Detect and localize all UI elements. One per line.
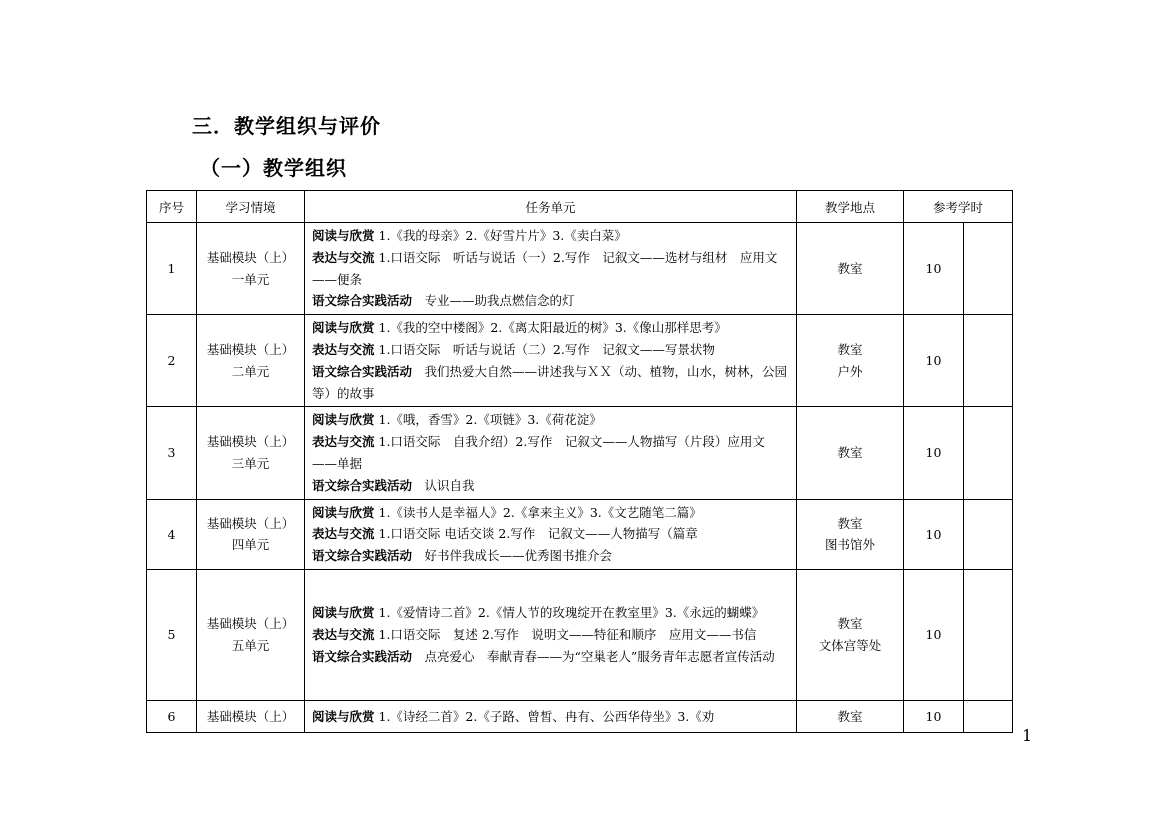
location-cell xyxy=(797,700,904,732)
table-row xyxy=(147,223,1013,315)
learning-context-line: 基础模块（上） xyxy=(206,342,295,358)
task-label: 阅读与欣赏 xyxy=(312,708,375,724)
hours-cell: 10 xyxy=(904,499,964,569)
task-line xyxy=(312,523,789,545)
task-label: 表达与交流 xyxy=(312,526,375,542)
task-line xyxy=(312,290,789,312)
location-cell xyxy=(797,407,904,499)
location-line: 教室 xyxy=(837,708,863,724)
task-label: 语文综合实践活动 xyxy=(312,648,413,664)
task-unit-cell xyxy=(305,407,797,499)
task-unit-cell xyxy=(305,700,797,732)
learning-context-cell xyxy=(197,407,305,499)
hours-cell: 10 xyxy=(904,223,964,315)
location-line: 图书馆外 xyxy=(824,537,875,553)
location-cell xyxy=(797,223,904,315)
header-context: 学习情境 xyxy=(197,191,305,223)
learning-context-line: 基础模块（上） xyxy=(206,250,295,266)
location-cell xyxy=(797,315,904,407)
task-text: 1.口语交际 听话与说话（一）2.写作 记叙文——选材与组材 应用文——便条 xyxy=(312,249,778,287)
table-row xyxy=(147,700,1013,732)
row-number-cell: 5 xyxy=(147,569,197,700)
hours-cell: 10 xyxy=(904,569,964,700)
location-cell xyxy=(797,569,904,700)
location-line: 教室 xyxy=(837,616,863,632)
task-text: 1.《我的空中楼阁》2.《离太阳最近的树》3.《像山那样思考》 xyxy=(374,320,727,336)
task-text: 1.口语交际 听话与说话（二）2.写作 记叙文——写景状物 xyxy=(374,341,715,357)
task-label: 阅读与欣赏 xyxy=(312,605,375,621)
task-line xyxy=(312,317,789,339)
row-number-cell: 2 xyxy=(147,315,197,407)
learning-context-line: 基础模块（上） xyxy=(206,616,295,632)
location-line: 教室 xyxy=(837,445,863,461)
task-line xyxy=(312,361,789,405)
task-label: 阅读与欣赏 xyxy=(312,320,375,336)
task-line xyxy=(312,646,789,668)
task-label: 语文综合实践活动 xyxy=(312,548,413,564)
header-hours: 参考学时 xyxy=(904,191,1013,223)
hours-extra-cell xyxy=(964,407,1013,499)
learning-context-cell xyxy=(197,700,305,732)
task-line xyxy=(312,502,789,524)
task-label: 语文综合实践活动 xyxy=(312,293,413,309)
teaching-organization-table xyxy=(146,190,1013,733)
task-line xyxy=(312,339,789,361)
task-text: 1.《哦，香雪》2.《项链》3.《荷花淀》 xyxy=(374,412,602,428)
task-unit-cell xyxy=(305,499,797,569)
hours-extra-cell xyxy=(964,499,1013,569)
task-text: 点亮爱心 奉献青春——为“空巢老人”服务青年志愿者宣传活动 xyxy=(412,648,775,664)
task-text: 专业——助我点燃信念的灯 xyxy=(412,293,575,309)
hours-extra-cell xyxy=(964,315,1013,407)
row-number-cell: 1 xyxy=(147,223,197,315)
table-row xyxy=(147,407,1013,499)
task-text: 1.《读书人是幸福人》2.《拿来主义》3.《文艺随笔二篇》 xyxy=(374,504,702,520)
learning-context-line: 四单元 xyxy=(231,537,270,553)
table-row xyxy=(147,499,1013,569)
header-no: 序号 xyxy=(147,191,197,223)
hours-extra-cell xyxy=(964,223,1013,315)
learning-context-line: 五单元 xyxy=(231,637,270,653)
task-label: 阅读与欣赏 xyxy=(312,504,375,520)
location-line: 教室 xyxy=(837,515,863,531)
location-line: 户外 xyxy=(837,363,863,379)
task-label: 阅读与欣赏 xyxy=(312,412,375,428)
task-label: 语文综合实践活动 xyxy=(312,477,413,493)
task-line xyxy=(312,247,789,291)
task-unit-cell xyxy=(305,315,797,407)
row-number-cell: 6 xyxy=(147,700,197,732)
table-row xyxy=(147,315,1013,407)
location-line: 文体宫等处 xyxy=(818,637,882,653)
learning-context-line: 基础模块（上） xyxy=(206,708,295,724)
table-row xyxy=(147,569,1013,700)
task-label: 表达与交流 xyxy=(312,249,375,265)
row-number-cell: 3 xyxy=(147,407,197,499)
hours-extra-cell xyxy=(964,700,1013,732)
section-heading: 三．教学组织与评价 xyxy=(192,114,381,138)
page-number: 1 xyxy=(1022,726,1033,745)
task-label: 阅读与欣赏 xyxy=(312,228,375,243)
task-label: 语文综合实践活动 xyxy=(312,363,413,379)
hours-cell: 10 xyxy=(904,315,964,407)
task-label: 表达与交流 xyxy=(312,627,375,643)
location-line: 教室 xyxy=(837,342,863,358)
task-text: 1.《诗经二首》2.《子路、曾皙、冉有、公西华侍坐》3.《劝 xyxy=(374,708,715,724)
task-text: 我们热爱大自然——讲述我与ＸＸ（动、植物，山水，树林，公园等）的故事 xyxy=(312,363,788,401)
task-text: 1.《爱情诗二首》2.《情人节的玫瑰绽开在教室里》3.《永远的蝴蝶》 xyxy=(374,605,765,621)
task-line xyxy=(312,431,789,475)
task-unit-cell xyxy=(305,569,797,700)
location-line: 教室 xyxy=(837,260,863,276)
hours-extra-cell xyxy=(964,569,1013,700)
table-header-row xyxy=(147,191,1013,223)
task-line xyxy=(312,545,789,567)
header-task: 任务单元 xyxy=(305,191,797,223)
task-label: 表达与交流 xyxy=(312,434,375,450)
task-unit-cell xyxy=(305,223,797,315)
task-label: 表达与交流 xyxy=(312,341,375,357)
task-line xyxy=(312,624,789,646)
task-text: 好书伴我成长——优秀图书推介会 xyxy=(412,548,613,564)
location-cell xyxy=(797,499,904,569)
task-text: 1.《我的母亲》2.《好雪片片》3.《卖白菜》 xyxy=(374,228,627,243)
subsection-heading: （一）教学组织 xyxy=(200,156,347,180)
task-line xyxy=(312,409,789,431)
hours-cell: 10 xyxy=(904,700,964,732)
learning-context-cell xyxy=(197,315,305,407)
header-location: 教学地点 xyxy=(797,191,904,223)
task-text: 1.口语交际 自我介绍）2.写作 记叙文——人物描写（片段）应用文——单据 xyxy=(312,434,765,471)
task-text: 认识自我 xyxy=(412,477,475,493)
task-text: 1.口语交际 电话交谈 2.写作 记叙文——人物描写（篇章 xyxy=(374,526,698,542)
learning-context-line: 二单元 xyxy=(231,363,270,379)
row-number-cell: 4 xyxy=(147,499,197,569)
task-text: 1.口语交际 复述 2.写作 说明文——特征和顺序 应用文——书信 xyxy=(374,627,757,643)
learning-context-cell xyxy=(197,499,305,569)
task-line xyxy=(312,602,789,624)
learning-context-cell xyxy=(197,223,305,315)
task-line xyxy=(312,475,789,497)
learning-context-line: 基础模块（上） xyxy=(206,515,295,531)
task-line xyxy=(312,706,789,728)
learning-context-cell xyxy=(197,569,305,700)
task-line xyxy=(312,225,789,247)
learning-context-line: 三单元 xyxy=(231,455,270,471)
learning-context-line: 基础模块（上） xyxy=(206,434,295,450)
learning-context-line: 一单元 xyxy=(231,271,270,287)
hours-cell: 10 xyxy=(904,407,964,499)
